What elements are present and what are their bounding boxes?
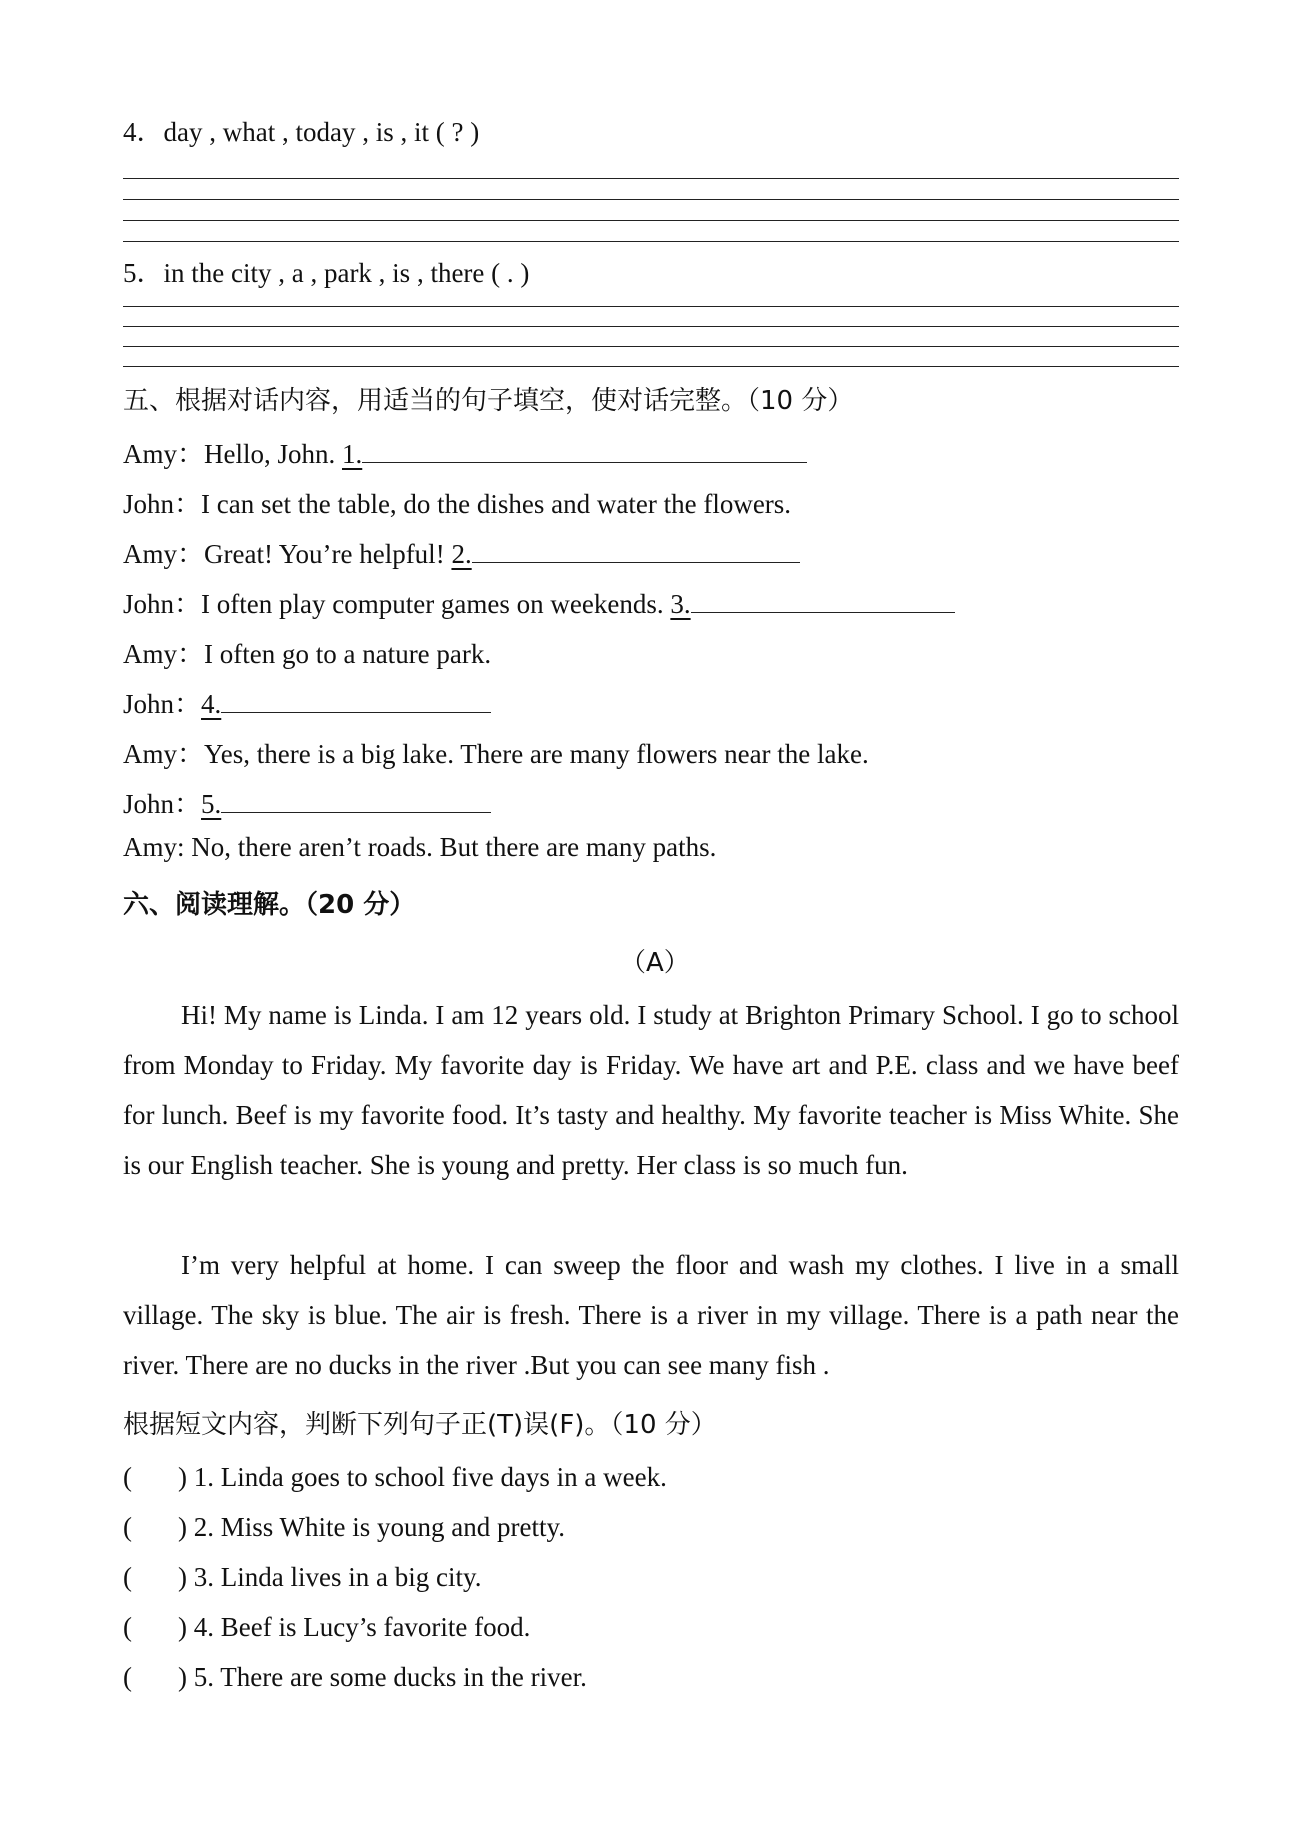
dialogue-line: Amy: No, there aren’t roads. But there are many paths. bbox=[123, 832, 717, 862]
answer-line bbox=[123, 366, 1179, 367]
blank-2: 2. bbox=[451, 539, 472, 569]
answer-line bbox=[123, 178, 1179, 179]
dialogue-line: Amy：I often go to a nature park. bbox=[123, 639, 492, 669]
dialogue-line: Amy：Hello, John. 1. bbox=[123, 432, 807, 471]
passage-paragraph-2: I’m very helpful at home. I can sweep the floor and wash my clothes. I live in a small village. The sky is blue. The air is fresh. There is a river in my village. There is a path near the river. There are no ducks in the river .But you can see many fish . bbox=[123, 1250, 1179, 1380]
true-false-item: ( ) 2. Miss White is young and pretty. bbox=[123, 1512, 565, 1542]
true-false-item: ( ) 1. Linda goes to school five days in a week. bbox=[123, 1462, 667, 1492]
blank-line bbox=[362, 435, 807, 463]
question-5: 5．in the city , a , park , is , there ( . ) bbox=[123, 258, 530, 288]
blank-3: 3. bbox=[670, 589, 691, 619]
true-false-item: ( ) 5. There are some ducks in the river. bbox=[123, 1662, 587, 1692]
true-false-instruction: 根据短文内容，判断下列句子正(T)误(F)。（10 分） bbox=[123, 1410, 717, 1440]
answer-line bbox=[123, 326, 1179, 327]
blank-5: 5. bbox=[201, 789, 222, 819]
answer-line bbox=[123, 241, 1179, 242]
answer-line bbox=[123, 346, 1179, 347]
blank-line bbox=[221, 685, 491, 713]
blank-line bbox=[472, 535, 800, 563]
dialogue-line: Amy：Yes, there is a big lake. There are many flowers near the lake. bbox=[123, 739, 869, 769]
passage-label: （A） bbox=[620, 948, 690, 978]
blank-4: 4. bbox=[201, 689, 222, 719]
dialogue-line: John：4. bbox=[123, 682, 491, 721]
answer-line bbox=[123, 220, 1179, 221]
dialogue-line: John：5. bbox=[123, 782, 491, 821]
answer-line bbox=[123, 306, 1179, 307]
true-false-item: ( ) 3. Linda lives in a big city. bbox=[123, 1562, 482, 1592]
dialogue-line: John：I can set the table, do the dishes and water the flowers. bbox=[123, 489, 792, 519]
dialogue-line: Amy：Great! You’re helpful! 2. bbox=[123, 532, 800, 571]
passage-paragraph-1: Hi! My name is Linda. I am 12 years old. I study at Brighton Primary School. I go to school from Monday to Friday. My favorite day is Friday. We have art and P.E. class and we have beef for lunch. Beef is my favorite food. It’s tasty and healthy. My favorite teacher is Miss White. She is our English teacher. She is young and pretty. Her class is so much fun. bbox=[123, 1000, 1179, 1180]
dialogue-line: John：I often play computer games on weekends. 3. bbox=[123, 582, 955, 621]
blank-1: 1. bbox=[342, 439, 363, 469]
section-6-heading: 六、阅读理解。（20 分） bbox=[123, 890, 416, 920]
blank-line bbox=[691, 585, 955, 613]
section-5-heading: 五、根据对话内容，用适当的句子填空，使对话完整。（10 分） bbox=[123, 386, 854, 416]
question-4: 4．day , what , today , is , it ( ? ) bbox=[123, 117, 480, 147]
answer-line bbox=[123, 199, 1179, 200]
true-false-item: ( ) 4. Beef is Lucy’s favorite food. bbox=[123, 1612, 531, 1642]
blank-line bbox=[221, 785, 491, 813]
